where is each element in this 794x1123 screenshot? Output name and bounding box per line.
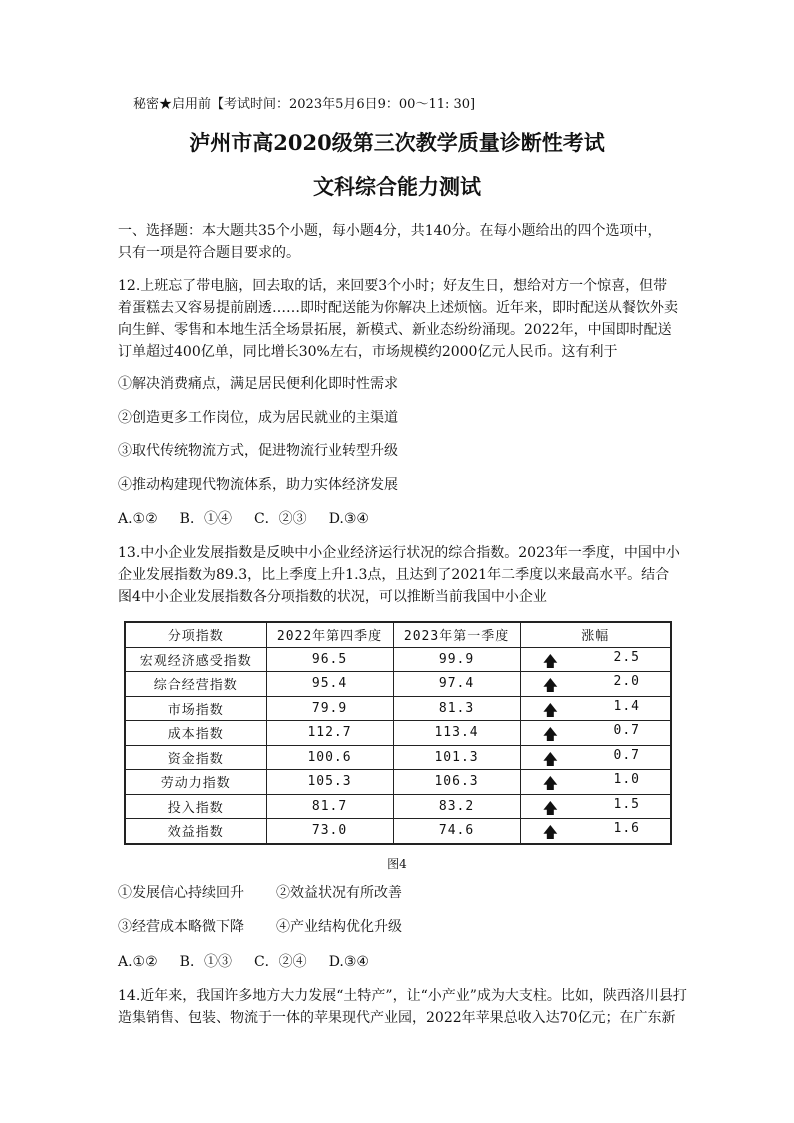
table-row (125, 794, 671, 819)
table-header-row (125, 622, 671, 647)
cell-change (520, 721, 671, 746)
cell-2022q4: 112.7 (266, 721, 393, 746)
cell-change (520, 770, 671, 795)
section-instruction-line: 一、选择题：本大题共35个小题，每小题4分，共140分。在每小题给出的四个选项中， (118, 223, 662, 239)
q12-option: ④推动构建现代物流体系，助力实体经济发展 (118, 477, 398, 493)
up-arrow-icon: 🡅 (542, 774, 559, 792)
cell-2023q1: 81.3 (393, 696, 520, 721)
cell-change (520, 819, 671, 844)
table-row (125, 672, 671, 697)
q12-choice-c: C．②③ (253, 511, 307, 527)
cell-2022q4: 79.9 (266, 696, 393, 721)
cell-2023q1: 106.3 (393, 770, 520, 795)
q13-option: ③经营成本略微下降 (118, 919, 244, 935)
table-row (125, 721, 671, 746)
cell-index-name: 资金指数 (125, 745, 266, 770)
q12-choice-b: B．①④ (179, 511, 232, 527)
q12-text-line: 着蛋糕去又容易提前剧透……即时配送能为你解决上述烦恼。近年来，即时配送从餐饮外卖 (118, 300, 678, 316)
cell-2023q1: 101.3 (393, 745, 520, 770)
up-arrow-icon: 🡅 (542, 749, 559, 768)
table-row (125, 819, 671, 844)
cell-index-name: 投入指数 (125, 794, 266, 819)
q13-text-line: 13.中小企业发展指数是反映中小企业经济运行状况的综合指数。2023年一季度，中国中小 (118, 545, 680, 561)
col-header-change: 涨幅 (520, 622, 671, 647)
table-row (125, 770, 671, 795)
cell-change (520, 696, 671, 721)
change-value: 0.7 (613, 723, 640, 738)
cell-2023q1: 113.4 (393, 721, 520, 746)
q13-choice-d: D.③④ (328, 954, 369, 970)
confidential-header: 秘密★启用前【考试时间：2023年5月6日9：00～11: 30] (133, 97, 476, 112)
cell-2023q1: 97.4 (393, 672, 520, 697)
table-row (125, 745, 671, 770)
q12-text-line: 12.上班忘了带电脑，回去取的话，来回要3个小时；好友生日，想给对方一个惊喜，但带 (118, 278, 668, 294)
section-instruction-line: 只有一项是符合题目要求的。 (118, 245, 300, 261)
cell-change (520, 647, 671, 672)
cell-2022q4: 105.3 (266, 770, 393, 795)
q12-text-line: 订单超过400亿单，同比增长30%左右，市场规模约2000亿元人民币。这有利于 (118, 344, 618, 360)
col-header-2023q1: 2023年第一季度 (393, 622, 520, 647)
q12-choices (118, 508, 391, 530)
q13-option: ④产业结构优化升级 (276, 919, 402, 935)
q13-text-line: 企业发展指数为89.3，比上季度上升1.3点，且达到了2021年二季度以来最高水平。结合 (118, 567, 670, 583)
cell-index-name: 劳动力指数 (125, 770, 266, 795)
up-arrow-icon: 🡅 (542, 651, 559, 670)
table-caption: 图4 (387, 857, 407, 871)
cell-2022q4: 81.7 (266, 794, 393, 819)
cell-2022q4: 96.5 (266, 647, 393, 672)
up-arrow-icon: 🡅 (542, 725, 559, 743)
table-row (125, 696, 671, 721)
cell-2023q1: 74.6 (393, 819, 520, 844)
up-arrow-icon: 🡅 (542, 700, 559, 719)
q13-choice-a: A.①② (118, 954, 158, 970)
sme-index-table (124, 621, 672, 845)
change-value: 2.0 (613, 674, 640, 689)
q12-option: ②创造更多工作岗位，成为居民就业的主渠道 (118, 410, 398, 426)
exam-subtitle: 文科综合能力测试 (313, 174, 481, 199)
change-value: 1.6 (613, 821, 640, 836)
q13-choices (118, 951, 391, 973)
change-value: 1.4 (613, 698, 640, 714)
cell-2023q1: 99.9 (393, 647, 520, 672)
up-arrow-icon: 🡅 (542, 798, 559, 817)
q13-options-row (118, 916, 402, 938)
q13-choice-c: C．②④ (253, 954, 307, 970)
cell-change (520, 672, 671, 697)
q14-text-line: 14.近年来，我国许多地方大力发展“土特产”，让“小产业”成为大支柱。比如，陕西洛川县打 (118, 988, 687, 1004)
q13-text-line: 图4中小企业发展指数各分项指数的状况，可以推断当前我国中小企业 (118, 589, 547, 605)
cell-index-name: 宏观经济感受指数 (125, 647, 266, 672)
q12-option: ①解决消费痛点，满足居民便利化即时性需求 (118, 376, 398, 392)
change-value: 2.5 (613, 649, 640, 665)
table-row (125, 647, 671, 672)
exam-title: 泸州市高2020级第三次教学质量诊断性考试 (189, 130, 605, 155)
q14-text-line: 造集销售、包装、物流于一体的苹果现代产业园，2022年苹果总收入达70亿元；在广东新 (118, 1010, 676, 1026)
cell-change (520, 745, 671, 770)
change-value: 1.0 (613, 772, 640, 787)
up-arrow-icon: 🡅 (542, 823, 559, 841)
cell-index-name: 市场指数 (125, 696, 266, 721)
change-value: 0.7 (613, 747, 640, 763)
cell-2022q4: 95.4 (266, 672, 393, 697)
cell-2022q4: 100.6 (266, 745, 393, 770)
q12-text-line: 向生鲜、零售和本地生活全场景拓展，新模式、新业态纷纷涌现。2022年，中国即时配送 (118, 322, 672, 338)
cell-index-name: 效益指数 (125, 819, 266, 844)
change-value: 1.5 (613, 796, 640, 812)
q13-option: ①发展信心持续回升 (118, 885, 244, 901)
cell-index-name: 综合经营指数 (125, 672, 266, 697)
q12-option: ③取代传统物流方式，促进物流行业转型升级 (118, 443, 398, 459)
cell-change (520, 794, 671, 819)
cell-2022q4: 73.0 (266, 819, 393, 844)
q13-options-row (118, 882, 402, 904)
q12-choice-a: A.①② (118, 511, 158, 527)
col-header-2022q4: 2022年第四季度 (266, 622, 393, 647)
up-arrow-icon: 🡅 (542, 676, 559, 694)
q12-choice-d: D.③④ (328, 511, 369, 527)
q13-option: ②效益状况有所改善 (276, 885, 402, 901)
cell-index-name: 成本指数 (125, 721, 266, 746)
col-header-index: 分项指数 (125, 622, 266, 647)
cell-2023q1: 83.2 (393, 794, 520, 819)
q13-choice-b: B．①③ (179, 954, 232, 970)
